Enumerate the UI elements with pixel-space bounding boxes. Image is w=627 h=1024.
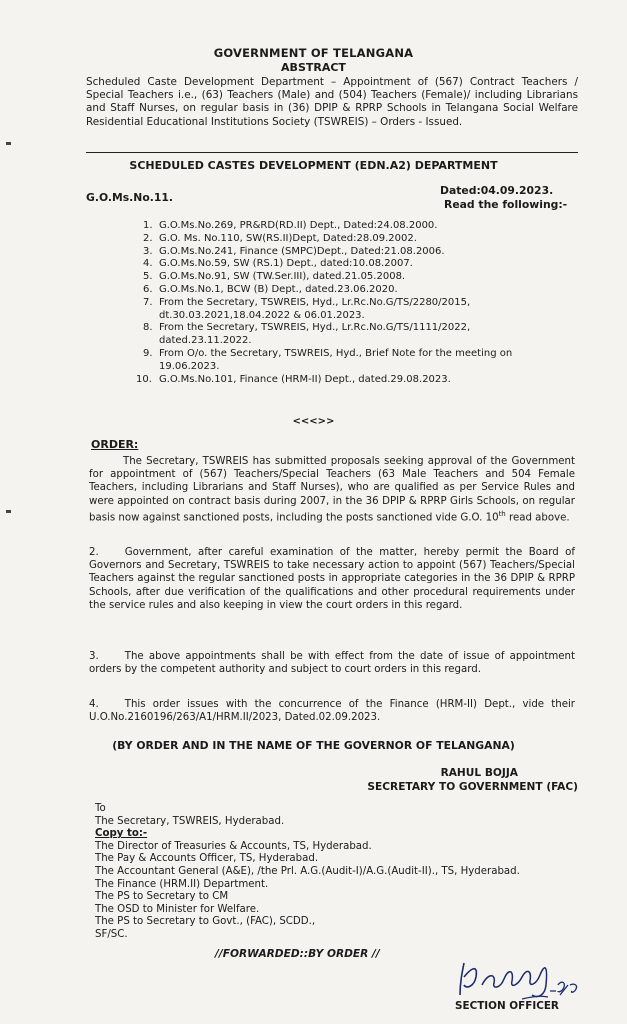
references-list: [136, 220, 553, 386]
reference-item: 8. From the Secretary, TSWREIS, Hyd., Lr.Rc.No.G/TS/1111/2022, dated.23.11.2022.: [143, 322, 471, 347]
forwarded-line: //FORWARDED::BY ORDER //: [215, 948, 380, 960]
reference-item: 3. G.O.Ms.No.241, Finance (SMPC)Dept., Dated:21.08.2006.: [143, 245, 445, 257]
reference-item: 7. From the Secretary, TSWREIS, Hyd., Lr.Rc.No.G/TS/2280/2015, dt.30.03.2021,18.04.2022 & 06.01.2023.: [143, 296, 471, 321]
reference-item: 9. From O/o. the Secretary, TSWREIS, Hyd., Brief Note for the meeting on 19.06.2023.: [143, 347, 513, 372]
reference-item: 10. G.O.Ms.No.101, Finance (HRM-II) Dept., dated.29.08.2023.: [136, 373, 451, 385]
go-number: G.O.Ms.No.11.: [86, 191, 173, 204]
order-heading: ORDER:: [91, 438, 139, 451]
abstract-label: ABSTRACT: [281, 61, 346, 74]
handwritten-signature: [452, 955, 592, 1005]
copy-to-item: The OSD to Minister for Welfare.: [95, 903, 260, 915]
read-following-label: Read the following:-: [444, 198, 568, 211]
divider-line: [86, 152, 578, 153]
order-paragraph-2: 2. Government, after careful examination of the matter, hereby permit the Board of Governors and Secretary, TSWREIS to take necessary action to appoint (567) Teachers/Special Teachers against the regular sanctioned posts in appropriate categories in the 36 DPIP & RPRP Schools, after due verification of the qualifications and other procedural requirements under the service rules and also keeping in view the court orders in this regard.: [89, 547, 575, 611]
to-recipient: The Secretary, TSWREIS, Hyderabad.: [95, 815, 285, 827]
order-paragraph-4: 4. This order issues with the concurrence of the Finance (HRM-II) Dept., vide their U.O.No.2160196/263/A1/HRM.II/2023, Dated.02.09.2023.: [89, 699, 575, 724]
signatory-name: RAHUL BOJJA: [440, 767, 518, 779]
copy-to-label: Copy to:-: [95, 828, 148, 840]
copy-to-item: The Pay & Accounts Officer, TS, Hyderabad.: [95, 853, 319, 865]
copy-to-item: The PS to Secretary to Govt., (FAC), SCDD.,: [95, 916, 316, 928]
to-label: To: [95, 803, 106, 814]
reference-item: 6. G.O.Ms.No.1, BCW (B) Dept., dated.23.06.2020.: [143, 283, 398, 295]
signatory-title: SECRETARY TO GOVERNMENT (FAC): [367, 781, 578, 793]
order-date: Dated:04.09.2023.: [440, 184, 554, 197]
reference-item: 2. G.O. Ms. No.110, SW(RS.II)Dept, Dated:28.09.2002.: [143, 232, 417, 244]
reference-item: 4. G.O.Ms.No.59, SW (RS.1) Dept., dated:10.08.2007.: [143, 258, 413, 270]
margin-mark: [6, 510, 11, 513]
copy-to-item: The Finance (HRM.II) Department.: [95, 878, 269, 890]
order-paragraph-3: 3. The above appointments shall be with effect from the date of issue of appointment orders by the competent authority and subject to court orders in this regard.: [89, 651, 575, 676]
section-separator: <<<>>: [292, 416, 335, 427]
distribution-block: [95, 803, 605, 942]
department-heading: SCHEDULED CASTES DEVELOPMENT (EDN.A2) DEPARTMENT: [129, 159, 498, 172]
section-officer-label: SECTION OFFICER: [455, 1000, 559, 1012]
by-order-line: (BY ORDER AND IN THE NAME OF THE GOVERNOR OF TELANGANA): [112, 739, 515, 752]
abstract-text: Scheduled Caste Development Department – Appointment of (567) Contract Teachers / Special Teachers i.e., (63) Teachers (Male) and (504) Teachers (Female)/ including Librarians and Staff Nurses, on regular basis in (36) DPIP & RPRP Schools in Telangana Social Welfare Residential Educational Institutions Society (TSWREIS) – Orders - Issued.: [86, 76, 578, 128]
margin-mark: [6, 142, 11, 145]
reference-item: 5. G.O.Ms.No.91, SW (TW.Ser.III), dated.21.05.2008.: [143, 271, 406, 283]
copy-to-item: SF/SC.: [95, 928, 128, 940]
copy-to-item: The Director of Treasuries & Accounts, TS, Hyderabad.: [95, 840, 372, 852]
order-paragraph-1: The Secretary, TSWREIS has submitted proposals seeking approval of the Government for appointment of (567) Teachers/Special Teachers (63 Male Teachers and 504 Female Teachers, including Librarians and Staff Nurses), who are qualified as per Service Rules and were appointed on contract basis during 2007, in the 36 DPIP & RPRP Girls Schools, on regular basis now against sanctioned posts, including the posts sanctioned vide G.O. 10th read above.: [89, 456, 575, 524]
reference-item: 1. G.O.Ms.No.269, PR&RD(RD.II) Dept., Dated:24.08.2000.: [143, 220, 438, 231]
copy-to-item: The Accountant General (A&E), /the Prl. A.G.(Audit-I)/A.G.(Audit-II)., TS, Hyderabad.: [95, 865, 520, 877]
government-heading: GOVERNMENT OF TELANGANA: [213, 46, 414, 60]
copy-to-item: The PS to Secretary to CM: [95, 891, 229, 903]
